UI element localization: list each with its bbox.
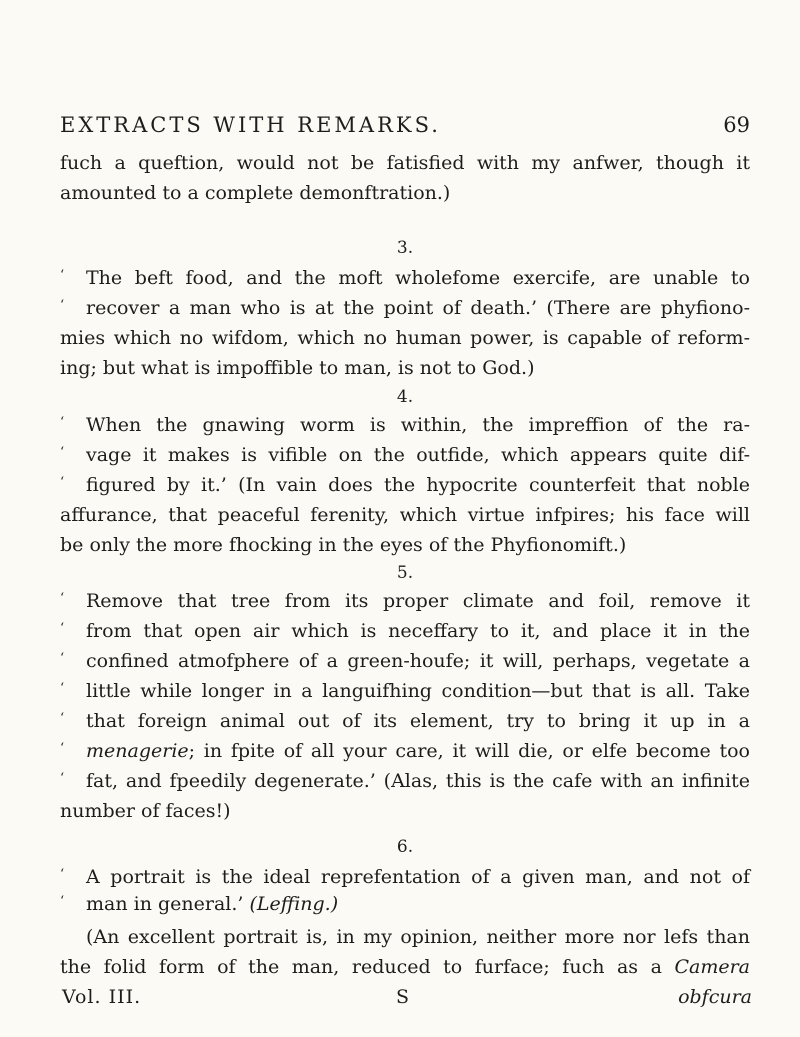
running-head: [60, 113, 750, 145]
section-number: 5.: [396, 563, 414, 583]
text-line: [60, 676, 750, 706]
page-number: 69: [723, 113, 750, 137]
line-text: confined atmofphere of a green-houfe; it will, perhaps, vegetate a: [86, 650, 750, 672]
section-number: 6.: [396, 837, 414, 857]
text-line: affurance, that peaceful ferenity, which virtue infpires; his face will: [60, 504, 750, 526]
quote-mark: ‘: [60, 681, 65, 696]
quote-mark: ‘: [60, 475, 65, 490]
line-text: When the gnawing worm is within, the impreffion of the ra-: [86, 414, 750, 436]
text-line: [60, 862, 750, 892]
quote-mark: ‘: [60, 298, 65, 313]
citation-italic: (Leffing.): [249, 893, 339, 915]
quote-mark: ‘: [60, 621, 65, 636]
text-line: [60, 470, 750, 500]
quote-mark: ‘: [60, 268, 65, 283]
text-line: [60, 646, 750, 676]
section-number: 4.: [396, 387, 414, 407]
quote-mark: ‘: [60, 651, 65, 666]
line-text: the folid form of the man, reduced to furface; fuch as a: [60, 956, 675, 978]
line-text: ; in fpite of all your care, it will die, or elfe become too: [188, 740, 750, 762]
text-line: [60, 706, 750, 736]
quote-mark: ‘: [60, 867, 65, 882]
quote-mark: ‘: [60, 591, 65, 606]
text-line: ing; but what is impoffible to man, is not to God.): [60, 357, 535, 379]
signature-mark: S: [396, 986, 410, 1008]
line-text: A portrait is the ideal reprefentation of a given man, and not of: [86, 866, 750, 888]
quote-mark: ‘: [60, 771, 65, 786]
line-text: figured by it.’ (In vain does the hypocrite counterfeit that noble: [86, 474, 750, 496]
line-text: Remove that tree from its proper climate and foil, remove it: [86, 590, 750, 612]
quote-mark: ‘: [60, 415, 65, 430]
text-line: [60, 736, 750, 766]
text-line: number of faces!): [60, 800, 231, 822]
text-line: [60, 263, 750, 293]
line-text: little while longer in a languifhing condition—but that is all. Take: [86, 680, 750, 702]
section-number: 3.: [396, 238, 414, 258]
text-line: [60, 410, 750, 440]
text-line: (An excellent portrait is, in my opinion, neither more nor lefs than: [86, 926, 750, 948]
text-line: [60, 440, 750, 470]
line-text: that foreign animal out of its element, try to bring it up in a: [86, 710, 750, 732]
text-line: [60, 586, 750, 616]
quote-mark: ‘: [60, 711, 65, 726]
line-text: recover a man who is at the point of death.’ (There are phyfiono-: [86, 297, 750, 319]
quote-mark: ‘: [60, 741, 65, 756]
text-line: amounted to a complete demonftration.): [60, 182, 451, 204]
text-line: be only the more fhocking in the eyes of the Phyfionomift.): [60, 534, 627, 556]
volume-label: Vol. III.: [62, 986, 142, 1008]
quote-mark: ‘: [60, 445, 65, 460]
text-line: [60, 766, 750, 796]
line-text: The beft food, and the moft wholefome exercife, are unable to: [86, 267, 750, 289]
italic-word: menagerie: [86, 740, 189, 762]
text-line: mies which no wifdom, which no human power, is capable of reform-: [60, 327, 750, 349]
text-line: [60, 952, 750, 982]
line-text: vage it makes is vifible on the outfide, which appears quite dif-: [86, 444, 750, 466]
running-head-title: EXTRACTS WITH REMARKS.: [60, 113, 441, 137]
line-text: man in general.’: [86, 893, 250, 915]
quote-mark: ‘: [60, 894, 65, 909]
text-line: [60, 293, 750, 323]
line-text: fat, and fpeedily degenerate.’ (Alas, this is the cafe with an infinite: [86, 770, 750, 792]
page-footer: [62, 986, 752, 1016]
text-line: fuch a queftion, would not be fatisfied with my anfwer, though it: [60, 152, 750, 174]
italic-word: Camera: [674, 956, 750, 978]
text-line: [60, 889, 750, 919]
line-text: from that open air which is neceffary to it, and place it in the: [86, 620, 750, 642]
text-line: [60, 616, 750, 646]
catchword: obfcura: [678, 986, 752, 1008]
